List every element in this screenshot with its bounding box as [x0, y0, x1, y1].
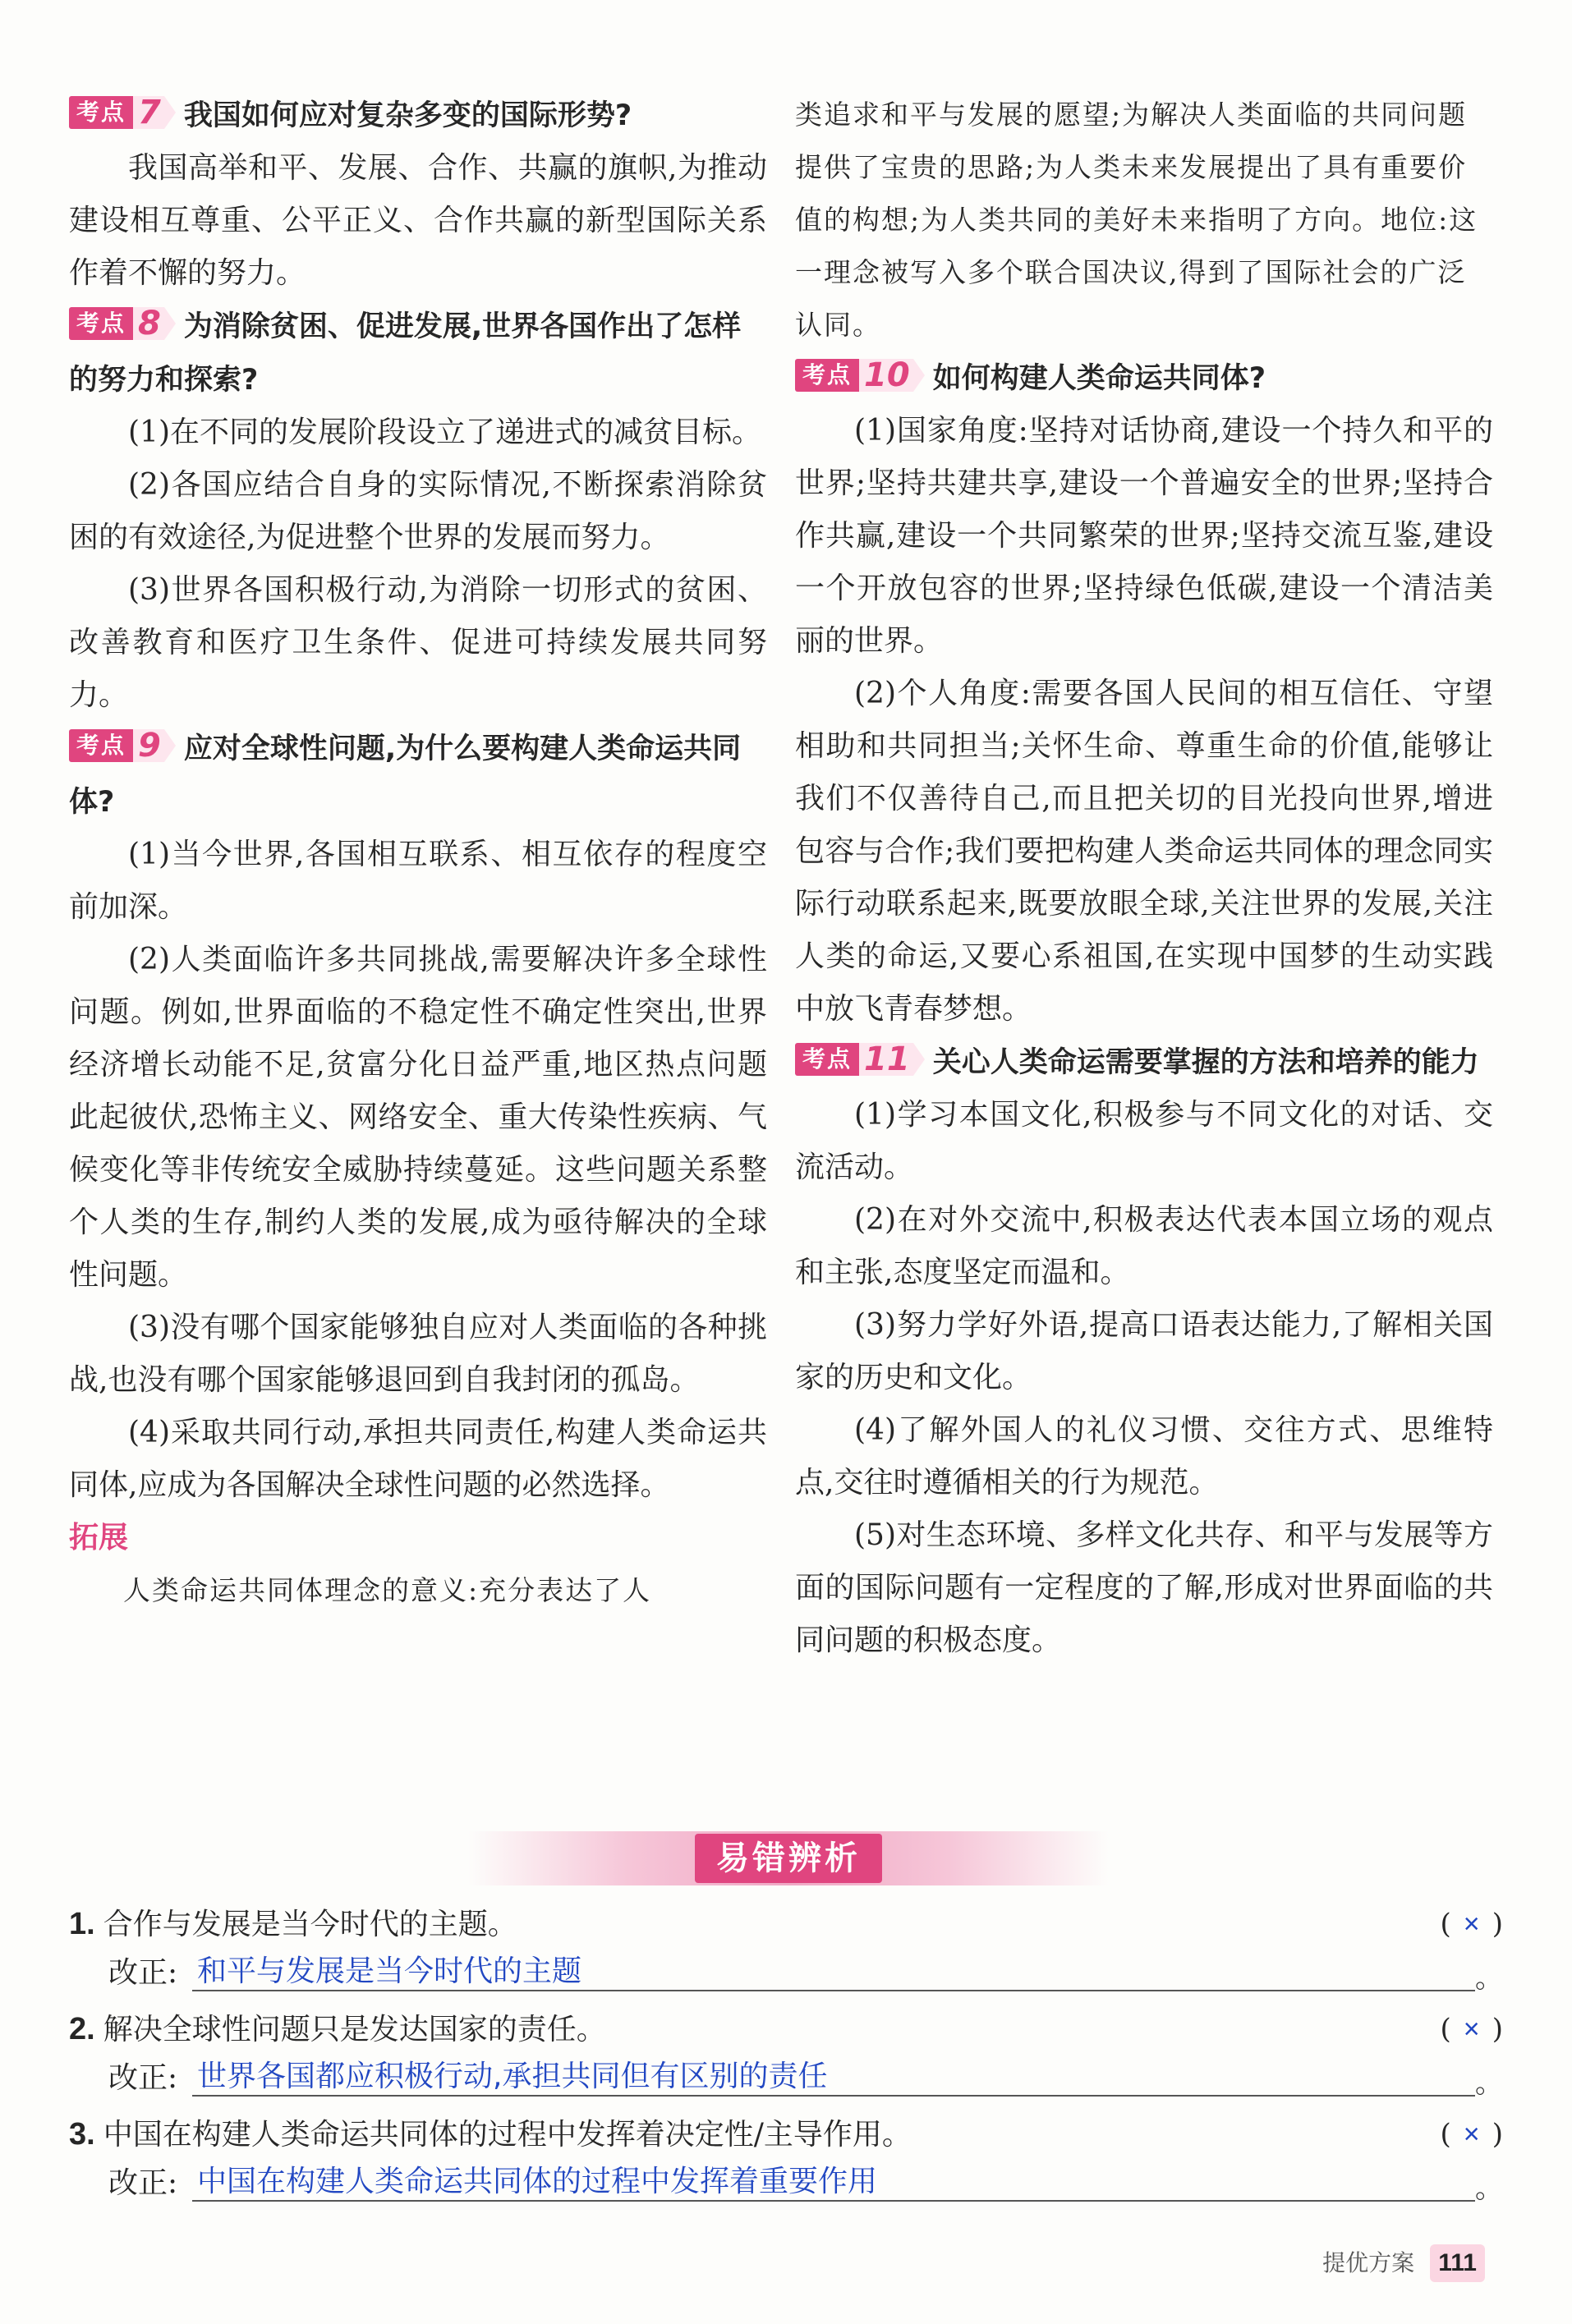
error-question: 解决全球性问题只是发达国家的责任。 — [103, 2013, 606, 2046]
kaodian-11-para: (1)学习本国文化,积极参与不同文化的对话、交流活动。 — [795, 1098, 1493, 1184]
kaodian-10-heading — [795, 351, 1493, 405]
footer-brand: 提优方案 — [1322, 2249, 1415, 2276]
correction-row: 改正: 中国在构建人类命运共同体的过程中发挥着重要作用 。 — [108, 2161, 1503, 2207]
kaodian-tag: 考点 8 — [69, 306, 176, 341]
kaodian-tag: 考点 10 — [795, 358, 925, 393]
kaodian-11-para: (4)了解外国人的礼仪习惯、交往方式、思维特点,交往时遵循相关的行为规范。 — [795, 1413, 1493, 1500]
kaodian-9-heading — [69, 722, 767, 829]
kaodian-9-para: (2)人类面临许多共同挑战,需要解决许多全球性问题。例如,世界面临的不稳定性不确定性突出,世界经济增长动能不足,贫富分化日益严重,地区热点问题此起彼伏,恐怖主义、网络安全、重大传染性疾病、气候变化等非传统安全威胁持续蔓延。这些问题关系整个人类的生存,制约人类的发展,成为亟待解决的全球性问题。 — [69, 943, 767, 1292]
cross-mark-icon: × — [1463, 2119, 1480, 2150]
kaodian-9-para: (4)采取共同行动,承担共同责任,构建人类命运共同体,应成为各国解决全球性问题的必然选择。 — [69, 1416, 767, 1502]
kaodian-9-para: (1)当今世界,各国相互联系、相互依存的程度空前加深。 — [69, 838, 767, 924]
kaodian-9-title: 应对全球性问题,为什么要构建人类命运共同体? — [69, 733, 742, 819]
kaodian-10-para: (1)国家角度:坚持对话协商,建设一个持久和平的世界;坚持共建共享,建设一个普遍安全的世界;坚持合作共赢,建设一个共同繁荣的世界;坚持交流互鉴,建设一个开放包容的世界;坚持绿色低碳,建设一个清洁美丽的世界。 — [795, 414, 1493, 658]
correction-label: 改正: — [108, 1956, 178, 1990]
kaodian-10-para: (2)个人角度:需要各国人民间的相互信任、守望相助和共同担当;关怀生命、尊重生命的价值,能够让我们不仅善待自己,而且把关切的目光投向世界,增进包容与合作;我们要把构建人类命运共同体的理念同实际行动联系起来,既要放眼全球,关注世界的发展,关注人类的命运,又要心系祖国,在实现中国梦的生动实践中放飞青春梦想。 — [795, 677, 1493, 1026]
page-number: 111 — [1430, 2244, 1485, 2282]
correction-row: 改正: 和平与发展是当今时代的主题 。 — [108, 1950, 1503, 1996]
kaodian-tag: 考点 7 — [69, 95, 176, 130]
right-column — [795, 89, 1493, 1667]
correction-label: 改正: — [108, 2166, 178, 2200]
error-question: 中国在构建人类命运共同体的过程中发挥着决定性/主导作用。 — [103, 2118, 912, 2152]
kaodian-11-heading — [795, 1036, 1493, 1089]
kaodian-7-heading — [69, 89, 767, 142]
left-column — [69, 89, 767, 1617]
cross-mark-icon: × — [1463, 1908, 1480, 1940]
error-analysis-banner — [468, 1831, 1109, 1885]
extension-text-continued: 类追求和平与发展的愿望;为解决人类面临的共同问题提供了宝贵的思路;为人类未来发展提出了具有重要价值的构想;为人类共同的美好未来指明了方向。地位:这一理念被写入多个联合国决议,得到了国际社会的广泛认同。 — [795, 99, 1478, 341]
kaodian-11-title: 关心人类命运需要掌握的方法和培养的能力 — [932, 1046, 1479, 1079]
answer-bracket: ( × ) — [1440, 2111, 1503, 2157]
page-footer — [1322, 2242, 1485, 2285]
kaodian-11-para: (5)对生态环境、多样文化共存、和平与发展等方面的国际问题有一定程度的了解,形成对世界面临的共同问题的积极态度。 — [795, 1518, 1493, 1657]
tag-arrow-icon — [164, 96, 176, 129]
error-question: 合作与发展是当今时代的主题。 — [103, 1908, 517, 1941]
error-number: 3. — [69, 2117, 95, 2152]
tag-arrow-icon — [913, 1043, 925, 1076]
cross-mark-icon: × — [1463, 2014, 1480, 2045]
kaodian-tag: 考点 11 — [795, 1042, 925, 1077]
correction-label: 改正: — [108, 2061, 178, 2095]
kaodian-8-heading — [69, 300, 767, 406]
kaodian-9-para: (3)没有哪个国家能够独自应对人类面临的各种挑战,也没有哪个国家能够退回到自我封闭的孤岛。 — [69, 1311, 767, 1397]
extension-title: 拓展 — [69, 1521, 129, 1555]
error-item — [69, 2111, 1503, 2216]
error-item — [69, 2006, 1503, 2111]
answer-bracket: ( × ) — [1440, 2006, 1503, 2052]
error-item — [69, 1901, 1503, 2006]
extension-text: 人类命运共同体理念的意义:充分表达了人 — [123, 1574, 652, 1606]
correction-answer: 世界各国都应积极行动,承担共同但有区别的责任 — [197, 2060, 828, 2093]
tag-arrow-icon — [913, 359, 925, 392]
answer-bracket: ( × ) — [1440, 1901, 1503, 1947]
kaodian-8-para: (2)各国应结合自身的实际情况,不断探索消除贫困的有效途径,为促进整个世界的发展而努力。 — [69, 468, 767, 554]
kaodian-7-title: 我国如何应对复杂多变的国际形势? — [183, 99, 632, 132]
banner-title: 易错辨析 — [695, 1834, 882, 1883]
kaodian-8-para: (3)世界各国积极行动,为消除一切形式的贫困、改善教育和医疗卫生条件、促进可持续发展共同努力。 — [69, 573, 767, 712]
error-number: 1. — [69, 1907, 95, 1941]
kaodian-7-para: 我国高举和平、发展、合作、共赢的旗帜,为推动建设相互尊重、公平正义、合作共赢的新型国际关系作着不懈的努力。 — [69, 151, 767, 290]
error-list — [69, 1901, 1503, 2216]
correction-row: 改正: 世界各国都应积极行动,承担共同但有区别的责任 。 — [108, 2055, 1503, 2101]
kaodian-10-title: 如何构建人类命运共同体? — [932, 362, 1266, 395]
kaodian-tag: 考点 9 — [69, 728, 176, 763]
correction-answer: 中国在构建人类命运共同体的过程中发挥着重要作用 — [197, 2165, 878, 2198]
kaodian-8-para: (1)在不同的发展阶段设立了递进式的减贫目标。 — [128, 416, 761, 449]
kaodian-8-title: 为消除贫困、促进发展,世界各国作出了怎样的努力和探索? — [69, 310, 742, 397]
kaodian-11-para: (2)在对外交流中,积极表达代表本国立场的观点和主张,态度坚定而温和。 — [795, 1203, 1493, 1289]
error-number: 2. — [69, 2012, 95, 2046]
correction-answer: 和平与发展是当今时代的主题 — [197, 1954, 582, 1988]
kaodian-11-para: (3)努力学好外语,提高口语表达能力,了解相关国家的历史和文化。 — [795, 1308, 1493, 1394]
tag-arrow-icon — [164, 307, 176, 340]
tag-arrow-icon — [164, 729, 176, 762]
